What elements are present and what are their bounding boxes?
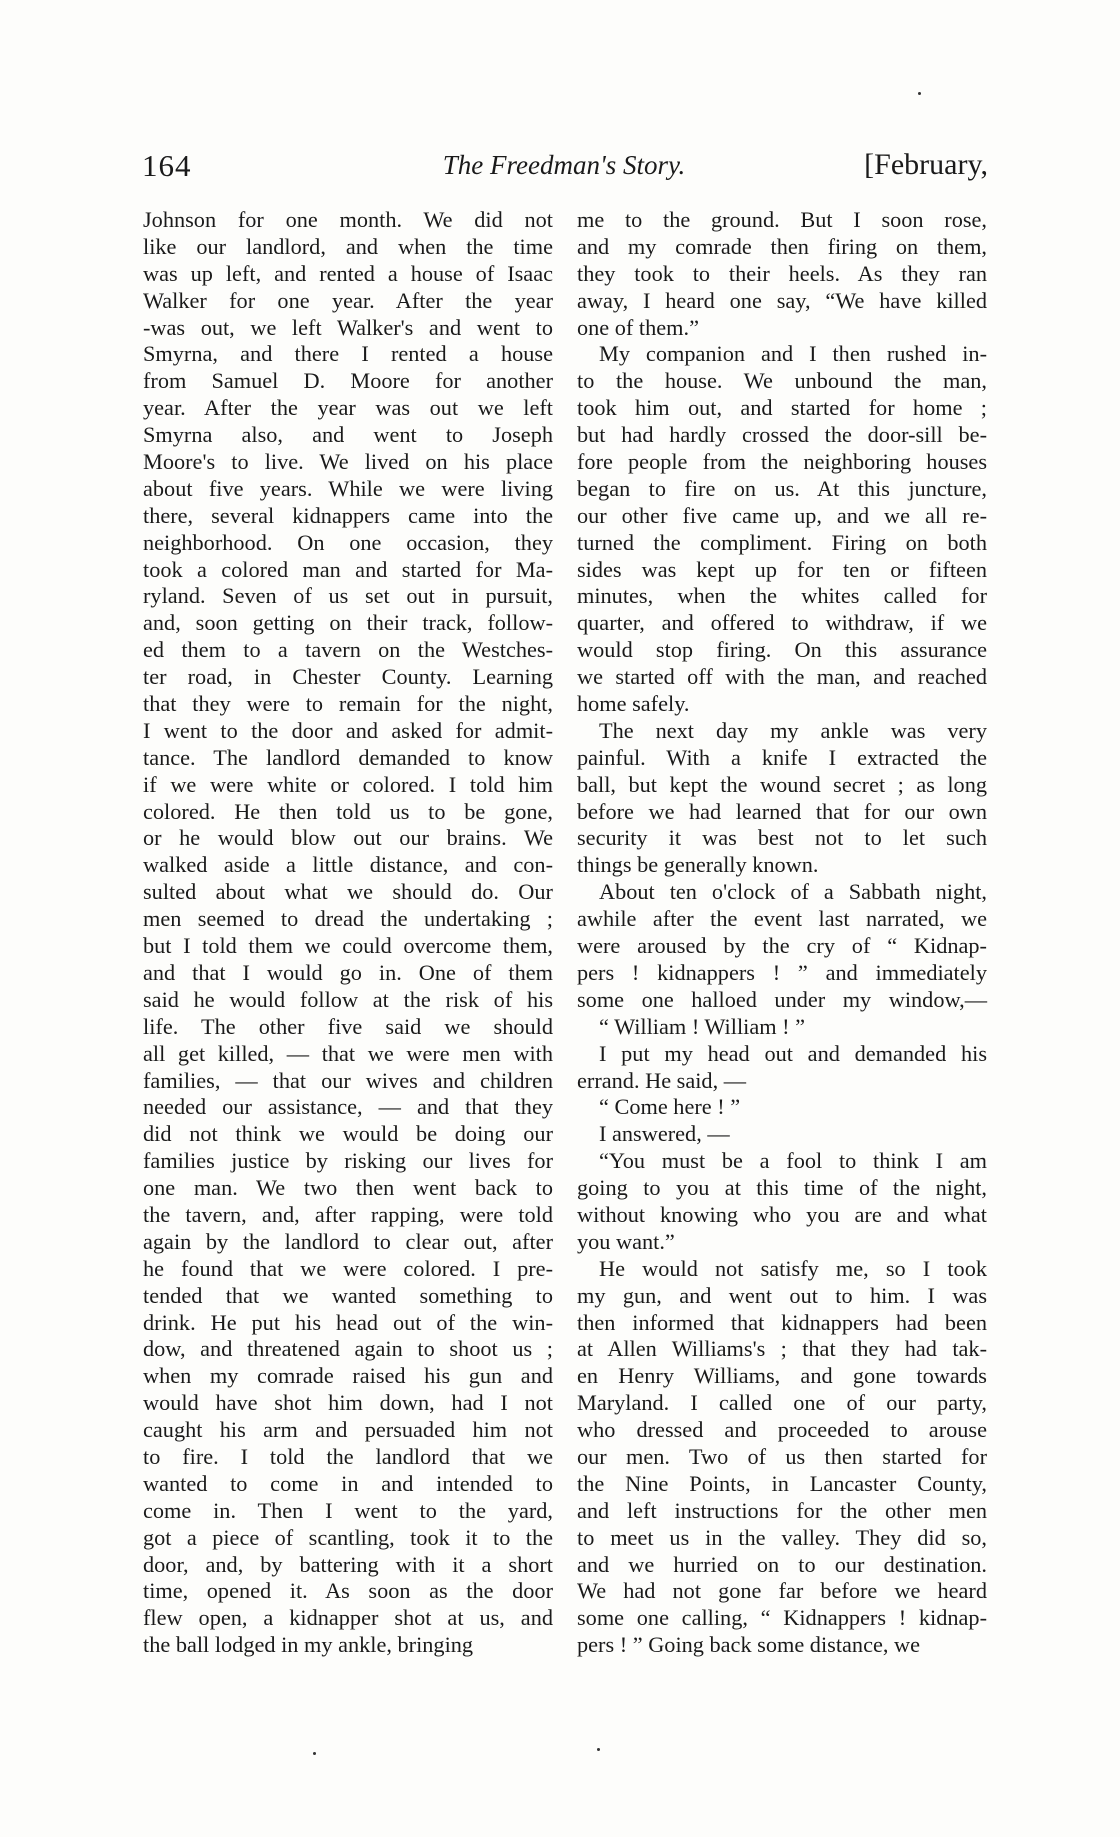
text-line: neighborhood. On one occasion, they — [143, 529, 553, 555]
text-line: We had not gone far before we heard — [577, 1578, 987, 1604]
text-line: life. The other five said we should — [143, 1013, 553, 1039]
text-line: from Samuel D. Moore for another — [143, 368, 553, 394]
text-line: I went to the door and asked for admit- — [143, 717, 553, 743]
text-line: walked aside a little distance, and con- — [143, 852, 553, 878]
text-line: to the house. We unbound the man, — [577, 368, 987, 394]
text-line: some one halloed under my window,— — [577, 986, 987, 1012]
paper-speck — [597, 1748, 600, 1751]
text-line: turned the compliment. Firing on both — [577, 529, 987, 555]
running-title: The Freedman's Story. — [442, 150, 686, 180]
text-line: to fire. I told the landlord that we — [143, 1443, 553, 1469]
text-line: I put my head out and demanded his — [599, 1040, 987, 1066]
text-line: Moore's to live. We lived on his place — [143, 449, 553, 475]
text-line: again by the landlord to clear out, after — [143, 1228, 553, 1254]
right-text-column — [577, 207, 987, 1659]
text-line: security it was best not to let such — [577, 825, 987, 851]
text-line: said he would follow at the risk of his — [143, 986, 553, 1012]
text-line: painful. With a knife I extracted the — [577, 744, 987, 770]
text-line: Johnson for one month. We did not — [143, 207, 553, 232]
text-line: quarter, and offered to withdraw, if we — [577, 610, 987, 636]
text-line: The next day my ankle was very — [599, 717, 987, 743]
text-line: About ten o'clock of a Sabbath night, — [599, 879, 987, 905]
text-line: pers ! kidnappers ! ” and immediately — [577, 959, 987, 985]
text-line: He would not satisfy me, so I took — [599, 1255, 987, 1281]
text-line: ter road, in Chester County. Learning — [143, 664, 553, 690]
paper-speck — [313, 1752, 316, 1755]
text-line: caught his arm and persuaded him not — [143, 1417, 553, 1443]
text-line: would have shot him down, had I not — [143, 1390, 553, 1416]
text-line: fore people from the neighboring houses — [577, 449, 987, 475]
text-line: errand. He said, — — [577, 1067, 747, 1093]
page-header — [142, 148, 988, 192]
text-line: Smyrna, and there I rented a house — [143, 341, 553, 367]
text-line: home safely. — [577, 691, 690, 717]
text-line: My companion and I then rushed in- — [599, 341, 987, 367]
text-line: families justice by risking our lives for — [143, 1148, 553, 1174]
text-line: door, and, by battering with it a short — [143, 1551, 553, 1577]
text-line: “You must be a fool to think I am — [599, 1148, 987, 1174]
text-line: or he would blow out our brains. We — [143, 825, 553, 851]
text-line: that they were to remain for the night, — [143, 691, 553, 717]
text-line: and, soon getting on their track, follow- — [143, 610, 553, 636]
text-line: he found that we were colored. I pre- — [143, 1255, 553, 1281]
text-line: ryland. Seven of us set out in pursuit, — [143, 583, 553, 609]
text-line: ed them to a tavern on the Westches- — [143, 637, 553, 663]
text-line: tended that we wanted something to — [143, 1282, 553, 1308]
text-line: Maryland. I called one of our party, — [577, 1390, 987, 1416]
text-line: like our landlord, and when the time — [143, 233, 553, 259]
text-line: families, — that our wives and children — [143, 1067, 553, 1093]
text-line: -was out, we left Walker's and went to — [143, 314, 553, 340]
text-line: men seemed to dread the undertaking ; — [143, 906, 553, 932]
text-line: sides was kept up for ten or fifteen — [577, 556, 987, 582]
text-line: we started off with the man, and reached — [577, 664, 987, 690]
running-date: [February, — [864, 148, 988, 181]
text-line: were aroused by the cry of “ Kidnap- — [577, 933, 987, 959]
text-line: took him out, and started for home ; — [577, 395, 987, 421]
text-line: the Nine Points, in Lancaster County, — [577, 1470, 987, 1496]
text-line: flew open, a kidnapper shot at us, and — [143, 1605, 553, 1631]
text-line: I answered, — — [599, 1121, 730, 1147]
text-line: all get killed, — that we were men with — [143, 1040, 553, 1066]
text-line: Walker for one year. After the year — [143, 287, 553, 313]
text-line: and left instructions for the other men — [577, 1497, 987, 1523]
text-line: my gun, and went out to him. I was — [577, 1282, 987, 1308]
text-line: and my comrade then firing on them, — [577, 233, 987, 259]
text-line: “ William ! William ! ” — [599, 1013, 806, 1039]
text-line: Smyrna also, and went to Joseph — [143, 422, 553, 448]
text-line: minutes, when the whites called for — [577, 583, 987, 609]
text-line: year. After the year was out we left — [143, 395, 553, 421]
text-line: colored. He then told us to be gone, — [143, 798, 553, 824]
text-line: but I told them we could overcome them, — [143, 933, 553, 959]
text-line: wanted to come in and intended to — [143, 1470, 553, 1496]
text-line: if we were white or colored. I told him — [143, 771, 553, 797]
text-line: ball, but kept the wound secret ; as long — [577, 771, 987, 797]
text-line: sulted about what we should do. Our — [143, 879, 553, 905]
left-text-column — [143, 207, 553, 1659]
text-line: and we hurried on to our destination. — [577, 1551, 987, 1577]
text-line: you want.” — [577, 1228, 675, 1254]
text-line: without knowing who you are and what — [577, 1201, 987, 1227]
text-line: come in. Then I went to the yard, — [143, 1497, 553, 1523]
text-line: when my comrade raised his gun and — [143, 1363, 553, 1389]
text-line: one of them.” — [577, 314, 699, 340]
text-line: began to fire on us. At this juncture, — [577, 475, 987, 501]
text-line: one man. We two then went back to — [143, 1175, 553, 1201]
text-line: would stop firing. On this assurance — [577, 637, 987, 663]
text-line: away, I heard one say, “We have killed — [577, 287, 987, 313]
text-line: and that I would go in. One of them — [143, 959, 553, 985]
text-line: was up left, and rented a house of Isaac — [143, 260, 553, 286]
text-line: the ball lodged in my ankle, bringing — [143, 1632, 474, 1658]
text-line: “ Come here ! ” — [599, 1094, 741, 1120]
text-line: needed our assistance, — and that they — [143, 1094, 553, 1120]
text-line: going to you at this time of the night, — [577, 1175, 987, 1201]
text-line: pers ! ” Going back some distance, we — [577, 1632, 921, 1658]
text-line: the tavern, and, after rapping, were told — [143, 1201, 553, 1227]
text-line: about five years. While we were living — [143, 475, 553, 501]
text-line: en Henry Williams, and gone towards — [577, 1363, 987, 1389]
text-line: at Allen Williams's ; that they had tak- — [577, 1336, 987, 1362]
text-line: awhile after the event last narrated, we — [577, 906, 987, 932]
text-line: drink. He put his head out of the win- — [143, 1309, 553, 1335]
text-line: me to the ground. But I soon rose, — [577, 207, 987, 232]
text-line: time, opened it. As soon as the door — [143, 1578, 553, 1604]
text-line: took a colored man and started for Ma- — [143, 556, 553, 582]
text-line: to meet us in the valley. They did so, — [577, 1524, 987, 1550]
text-line: our men. Two of us then started for — [577, 1443, 987, 1469]
text-line: they took to their heels. As they ran — [577, 260, 987, 286]
text-line: our other five came up, and we all re- — [577, 502, 987, 528]
text-line: dow, and threatened again to shoot us ; — [143, 1336, 553, 1362]
text-line: but had hardly crossed the door-sill be- — [577, 422, 987, 448]
text-line: did not think we would be doing our — [143, 1121, 553, 1147]
text-line: some one calling, “ Kidnappers ! kidnap- — [577, 1605, 987, 1631]
text-line: things be generally known. — [577, 852, 819, 878]
page-number: 164 — [142, 148, 192, 183]
text-line: then informed that kidnappers had been — [577, 1309, 987, 1335]
text-line: who dressed and proceeded to arouse — [577, 1417, 987, 1443]
text-line: got a piece of scantling, took it to the — [143, 1524, 553, 1550]
paper-speck — [918, 92, 921, 95]
text-line: before we had learned that for our own — [577, 798, 987, 824]
text-line: there, several kidnappers came into the — [143, 502, 553, 528]
text-line: tance. The landlord demanded to know — [143, 744, 553, 770]
